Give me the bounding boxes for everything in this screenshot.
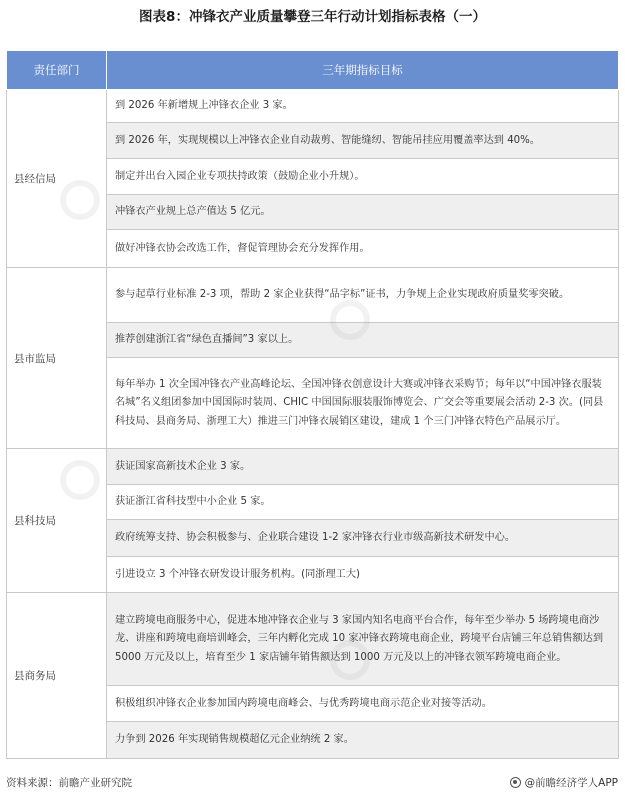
table-row: [7, 593, 619, 759]
goal-item: 推荐创建浙江省“绿色直播间”3 家以上。: [107, 323, 618, 358]
brand-label: @前瞻经济学人APP: [524, 777, 618, 789]
indicator-table: [6, 50, 619, 759]
page-title: 图表8：冲锋衣产业质量攀登三年行动计划指标表格（一）: [139, 9, 486, 25]
table-row: [7, 449, 619, 593]
goal-item: 到 2026 年，实现规模以上冲锋衣企业自动裁剪、智能缝纫、智能吊挂应用覆盖率达到 40%。: [107, 123, 618, 159]
footer: [6, 775, 618, 793]
dept-cell: 县科技局: [7, 449, 107, 593]
goal-item: 力争到 2026 年实现销售规模超亿元企业纳统 2 家。: [107, 722, 618, 758]
goal-item: 引进设立 3 个冲锋衣研发设计服务机构。(同浙理工大): [107, 557, 618, 592]
goals-cell: [107, 593, 619, 759]
goal-item: 积极组织冲锋衣企业参加国内跨境电商峰会、与优秀跨境电商示范企业对接等活动。: [107, 686, 618, 722]
goal-item: 获证国家高新技术企业 3 家。: [107, 449, 618, 485]
brand-credit: [510, 775, 618, 790]
goal-item: 建立跨境电商服务中心，促进本地冲锋衣企业与 3 家国内知名电商平台合作，每年至少举办 5 场跨境电商沙龙、讲座和跨境电商培训峰会，三年内孵化完成 10 家冲锋衣跨境电商企业，跨境平台店铺三年总销售额达到 5000 万元及以上，培育至少 1 家店铺年销售额达到 1000 万元及以上的冲锋衣领军跨境电商企业。: [107, 593, 618, 686]
table-row: [7, 268, 619, 449]
table-header-row: [7, 51, 619, 90]
brand-logo-icon: [510, 777, 521, 788]
goals-cell: [107, 449, 619, 593]
goal-item: 获证浙江省科技型中小企业 5 家。: [107, 485, 618, 520]
goals-cell: [107, 90, 619, 268]
goal-item: 冲锋衣产业规上总产值达 5 亿元。: [107, 195, 618, 230]
goal-item: 到 2026 年新增规上冲锋衣企业 3 家。: [107, 90, 618, 123]
header-goals: 三年期指标目标: [107, 51, 619, 90]
goal-item: 参与起草行业标准 2-3 项，帮助 2 家企业获得“品字标”证书，力争规上企业实现政府质量奖零突破。: [107, 268, 618, 323]
goal-item: 制定并出台入园企业专项扶持政策（鼓励企业小升规）。: [107, 159, 618, 195]
goals-cell: [107, 268, 619, 449]
dept-cell: 县市监局: [7, 268, 107, 449]
table-row: [7, 90, 619, 268]
goal-item: 每年举办 1 次全国冲锋衣产业高峰论坛、全国冲锋衣创意设计大赛或冲锋衣采购节；每年以“中国冲锋衣服装名城”名义组团参加中国国际时装周、CHIC 中国国际服装服饰博览会、广交会等重要展会活动 2-3 次。(同县科技局、县商务局、浙理工大）推进三门冲锋衣展销区建设，建成 1 个三门冲锋衣特色产品展示厅。: [107, 358, 618, 448]
dept-cell: 县经信局: [7, 90, 107, 268]
source-note: 资料来源：前瞻产业研究院: [6, 777, 132, 789]
goal-item: 做好冲锋衣协会改选工作，督促管理协会充分发挥作用。: [107, 230, 618, 267]
header-dept: 责任部门: [7, 51, 107, 90]
dept-cell: 县商务局: [7, 593, 107, 759]
goal-item: 政府统筹支持、协会积极参与、企业联合建设 1-2 家冲锋衣行业市级高新技术研发中心。: [107, 520, 618, 557]
